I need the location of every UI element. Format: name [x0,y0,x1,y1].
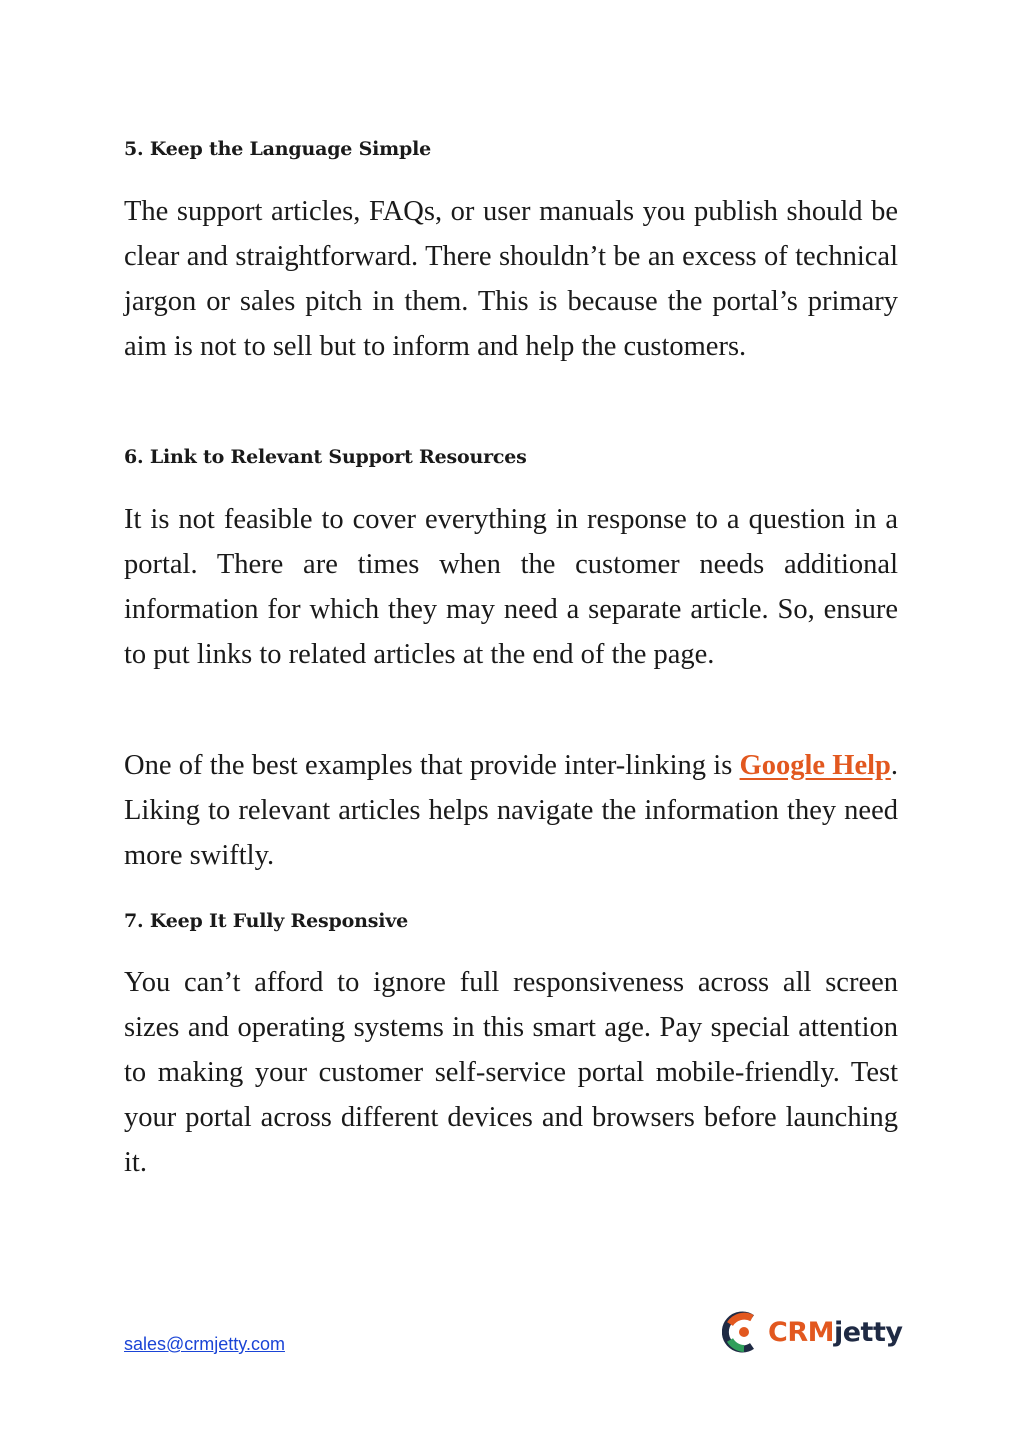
google-help-link[interactable]: Google Help [739,750,891,781]
paragraph-inter-linking-before: One of the best examples that provide inter-linking is [124,750,740,781]
paragraph-inter-linking-after: . Liking to relevant articles helps navigate the information they need more swiftly. [124,750,898,871]
crmjetty-logo [722,1308,902,1356]
section-heading-responsive: 7. Keep It Fully Responsive [124,910,408,932]
logo-text-crm: CRM [768,1316,834,1348]
section-heading-relevant-resources: 6. Link to Relevant Support Resources [124,446,527,468]
paragraph-responsive: You can’t afford to ignore full responsiveness across all screen sizes and operating systems in this smart age. Pay special attention to making your customer self-service portal mobile-friendly. Test your portal across different devices and browsers before launching it. [124,967,898,1178]
paragraph-inter-linking [124,743,898,878]
crmjetty-logo-icon [722,1310,760,1354]
section-heading-language-simple: 5. Keep the Language Simple [124,138,432,160]
paragraph-language-simple: The support articles, FAQs, or user manuals you publish should be clear and straightforward. There shouldn’t be an excess of technical jargon or sales pitch in them. This is because the portal’s primary aim is not to sell but to inform and help the customers. [124,196,898,362]
logo-text-jetty: jetty [833,1316,903,1348]
footer-email-link[interactable]: sales@crmjetty.com [124,1334,285,1354]
paragraph-relevant-resources: It is not feasible to cover everything in response to a question in a portal. There are times when the customer needs additional information for which they may need a separate article. So, ensure to put links to related articles at the end of the page. [124,504,898,670]
